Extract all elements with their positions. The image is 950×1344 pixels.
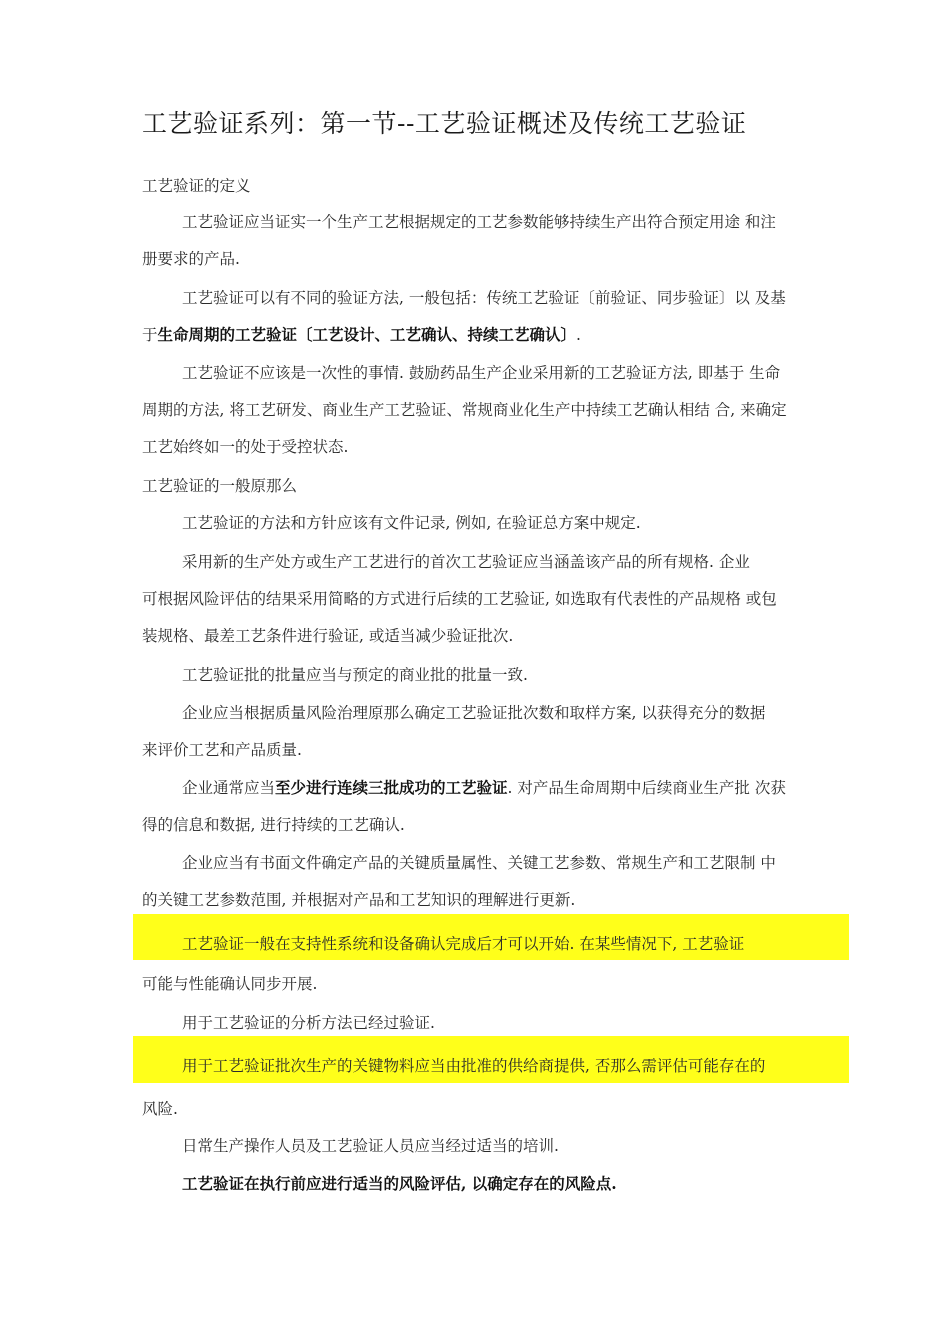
text-run: . (576, 326, 581, 344)
paragraph-line: 工艺验证批的批量应当与预定的商业批的批量一致. (182, 666, 528, 684)
paragraph-line-highlighted: 工艺验证一般在支持性系统和设备确认完成后才可以开始. 在某些情况下, 工艺验证 (182, 935, 745, 953)
paragraph-line: 的关键工艺参数范围, 并根据对产品和工艺知识的理解进行更新. (142, 891, 576, 909)
paragraph-line: 企业应当有书面文件确定产品的关键质量属性、关键工艺参数、常规生产和工艺限制 中 (182, 854, 776, 872)
paragraph-line: 册要求的产品. (142, 250, 240, 268)
paragraph-line-bold: 工艺验证在执行前应进行适当的风险评估, 以确定存在的风险点. (182, 1174, 617, 1193)
bold-text-run: 生命周期的工艺验证〔工艺设计、工艺确认、持续工艺确认〕 (157, 325, 577, 344)
paragraph-line (142, 325, 581, 345)
paragraph-line: 可根据风险评估的结果采用简略的方式进行后续的工艺验证, 如选取有代表性的产品规格 或包 (142, 590, 777, 608)
paragraph-line: 工艺始终如一的处于受控状态. (142, 438, 349, 456)
bold-text-run: 至少进行连续三批成功的工艺验证 (275, 778, 508, 797)
paragraph-line: 工艺验证不应该是一次性的事情. 鼓励药品生产企业采用新的工艺验证方法, 即基于 生命 (182, 364, 781, 382)
paragraph-line: 风险. (142, 1100, 178, 1118)
text-run: . 对产品生命周期中后续商业生产批 次获 (507, 779, 786, 797)
section-heading-definition: 工艺验证的定义 (142, 177, 251, 195)
section-heading-principles: 工艺验证的一般原那么 (142, 477, 298, 495)
paragraph-line: 日常生产操作人员及工艺验证人员应当经过适当的培训. (182, 1137, 559, 1155)
paragraph-line: 来评价工艺和产品质量. (142, 741, 302, 759)
paragraph-line: 工艺验证应当证实一个生产工艺根据规定的工艺参数能够持续生产出符合预定用途 和注 (182, 213, 776, 231)
paragraph-line: 企业应当根据质量风险治理原那么确定工艺验证批次数和取样方案, 以获得充分的数据 (182, 704, 766, 722)
paragraph-line: 得的信息和数据, 进行持续的工艺确认. (142, 816, 405, 834)
paragraph-line: 工艺验证的方法和方针应该有文件记录, 例如, 在验证总方案中规定. (182, 514, 641, 532)
paragraph-line: 装规格、最差工艺条件进行验证, 或适当减少验证批次. (142, 627, 514, 645)
paragraph-line-highlighted: 用于工艺验证批次生产的关键物料应当由批准的供给商提供, 否那么需评估可能存在的 (182, 1057, 766, 1075)
paragraph-line: 用于工艺验证的分析方法已经过验证. (182, 1014, 435, 1032)
paragraph-line (182, 778, 786, 798)
paragraph-line: 可能与性能确认同步开展. (142, 975, 318, 993)
paragraph-line: 采用新的生产处方或生产工艺进行的首次工艺验证应当涵盖该产品的所有规格. 企业 (182, 553, 750, 571)
paragraph-line: 工艺验证可以有不同的验证方法, 一般包括：传统工艺验证〔前验证、同步验证〕以 及基 (182, 289, 786, 307)
page-title: 工艺验证系列：第一节--工艺验证概述及传统工艺验证 (142, 109, 747, 138)
text-run: 企业通常应当 (182, 779, 276, 797)
text-run: 于 (142, 326, 158, 344)
paragraph-line: 周期的方法, 将工艺研发、商业生产工艺验证、常规商业化生产中持续工艺确认相结 合, 来确定 (142, 401, 787, 419)
